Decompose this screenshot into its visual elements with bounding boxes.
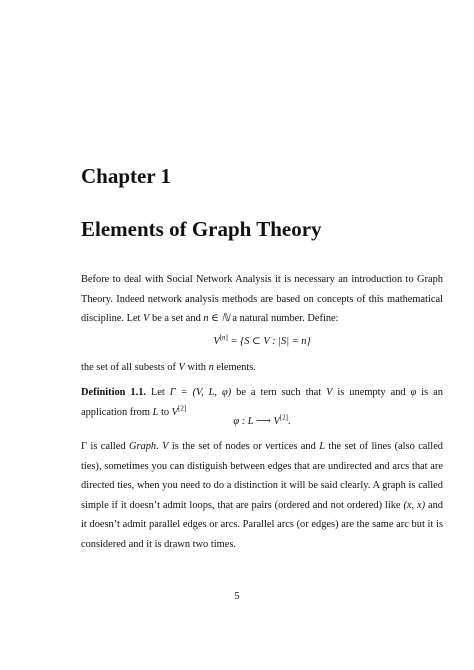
graph-term: Graph [128,441,157,452]
body-text: be a tern such that [231,387,327,398]
math-superscript: [n] [219,333,228,342]
chapter-label: Chapter 1 [81,164,172,188]
body-text: . [156,441,163,452]
body-text: is the set of nodes or vertices and [168,441,320,452]
math-var: V [178,362,185,373]
chapter-title: Elements of Graph Theory [81,217,322,241]
math-expr: Γ = (V, L, φ) [169,387,232,398]
body-text: the set of lines (also called ties), sometimes you can distiguish between edges that are undirected and arcs that are directed ties, when you need to do a distinction it will be said clearly. A graph is called simple if it doesn’t admit loops, that are pairs (ordered and not ordered) like [81,441,443,511]
page-number: 5 [234,591,240,602]
equation-phi [81,415,443,427]
math-superscript: [2] [177,404,187,413]
body-text: is unempty and [332,387,411,398]
subsets-sentence [81,358,443,378]
body-text: with [184,362,209,373]
body-text: and it doesn’t admit parallel edges or arcs. Parallel arcs (or edges) are the same arc but it is considered and it is drawn two times. [81,499,444,550]
math-superscript: [2] [279,413,288,422]
math-punct: . [288,416,291,427]
intro-text: be a set and [149,313,204,324]
math-expr: φ : L ⟶ V [233,416,280,427]
intro-text: a natural number. Define: [229,313,339,324]
body-text: is called [87,441,129,452]
math-var: V [213,336,220,347]
math-var: V [143,313,150,324]
intro-text: Before to deal with Social Network Analysis it is necessary an introduction to Graph Theory. Indeed network analysis methods are based on concepts of this mathematical discipline. Let [81,274,443,324]
definition-label: Definition 1.1. [81,387,146,398]
intro-paragraph [81,270,443,329]
body-text: is an application from [81,387,443,418]
math-expr: (x, x) [403,499,426,511]
math-var: L [319,441,326,452]
body-text: Let [146,387,170,398]
math-var: V [171,406,178,418]
math-var: L [152,406,159,418]
body-text: elements. [213,362,256,373]
math-expr: n ∈ ℕ [203,313,230,324]
body-text: the set of all subests of [81,362,179,373]
graph-paragraph [81,437,443,554]
body-text: to [158,406,172,418]
math-expr: = {S ⊂ V : |S| = n} [227,336,311,347]
math-var: V [326,387,333,398]
math-var: φ [410,387,417,398]
equation-subsets [81,335,443,347]
math-var: V [162,441,169,452]
math-var: n [208,362,214,373]
math-symbol: Γ [81,441,88,452]
